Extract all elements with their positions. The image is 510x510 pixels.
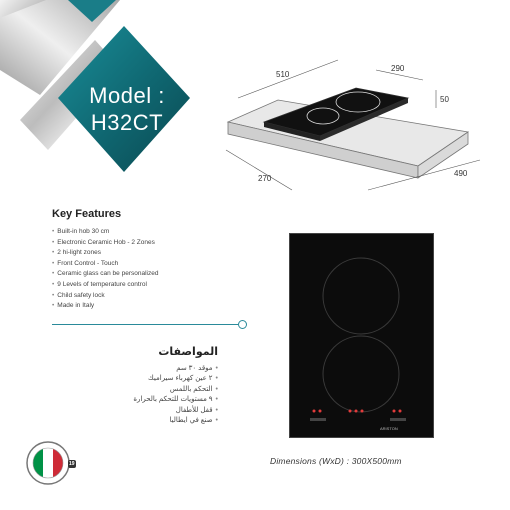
arabic-features-list	[133, 364, 218, 426]
list-item: • صنع في ايطاليا	[133, 416, 218, 426]
italy-flag-badge	[25, 440, 71, 486]
list-item: • Made in Italy	[52, 301, 158, 312]
divider-dot	[238, 320, 247, 329]
list-item: • Child safety lock	[52, 291, 158, 302]
arabic-features-title: المواصفات	[158, 346, 218, 358]
cooking-zone-top	[323, 258, 399, 334]
dimension-drawing	[218, 50, 488, 200]
model-label: Model :	[89, 83, 165, 108]
cutout-depth-label: 490	[454, 169, 468, 178]
list-item: • Electronic Ceramic Hob - 2 Zones	[52, 238, 158, 249]
list-item: • قفل للأطفال	[133, 406, 218, 416]
depth-label: 290	[391, 64, 405, 73]
cooking-zone-bottom	[323, 336, 399, 412]
cutout-width-label: 270	[258, 174, 272, 183]
hob-product-image	[289, 233, 434, 438]
hob-brand-text: ARISTON	[380, 426, 398, 431]
section-divider	[52, 324, 238, 325]
list-item: • ٩ مستويات للتحكم بالحرارة	[133, 395, 218, 405]
hob-graphic	[290, 234, 433, 437]
list-item: • 9 Levels of temperature control	[52, 280, 158, 291]
list-item: • Ceramic glass can be personalized	[52, 269, 158, 280]
list-item: • Built-in hob 30 cm	[52, 227, 158, 238]
model-number: H32CT	[90, 110, 164, 135]
list-item: • التحكم باللمس	[133, 385, 218, 395]
badge-number: 19	[69, 461, 75, 467]
key-features-title: Key Features	[52, 208, 122, 220]
list-item: • 2 hi-light zones	[52, 248, 158, 259]
list-item: • Front Control - Touch	[52, 259, 158, 270]
list-item: • موقد ٣٠ سم	[133, 364, 218, 374]
list-item: • ٢ عين كهرباء سيراميك	[133, 374, 218, 384]
width-label: 510	[276, 70, 290, 79]
key-features-list	[52, 227, 158, 312]
dimensions-caption: Dimensions (WxD) : 300X500mm	[270, 456, 402, 466]
height-label: 50	[440, 95, 449, 104]
touch-controls	[310, 410, 406, 422]
